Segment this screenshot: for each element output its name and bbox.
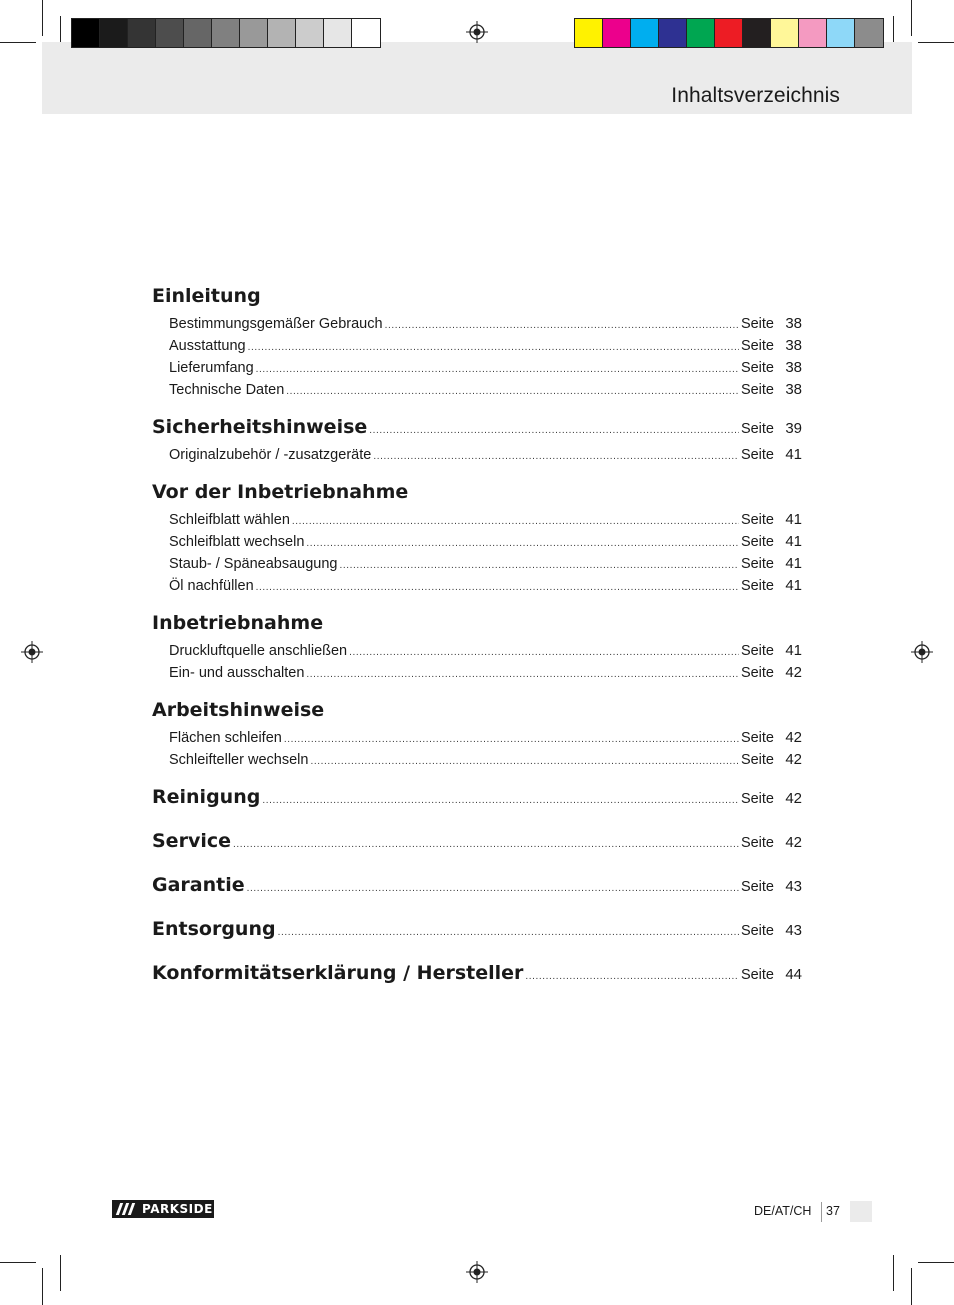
toc-heading-line[interactable] (152, 786, 802, 816)
toc-entry[interactable] (152, 337, 802, 359)
footer-divider (821, 1202, 822, 1222)
color-swatch (100, 19, 128, 47)
color-swatch (771, 19, 799, 47)
color-swatch (156, 19, 184, 47)
dot-leader (306, 669, 739, 680)
toc-page-number: 41 (785, 511, 802, 528)
color-swatch (212, 19, 240, 47)
dot-leader (310, 756, 739, 767)
toc-section (152, 612, 802, 699)
dot-leader (284, 734, 739, 745)
page-word: Seite (740, 643, 774, 659)
page-word: Seite (740, 316, 774, 332)
toc-section (152, 918, 802, 962)
color-swatch (324, 19, 352, 47)
toc-section-heading: Einleitung (152, 285, 261, 307)
toc-entry-label: Originalzubehör / -zusatzgeräte (169, 447, 372, 463)
toc-section-heading: Arbeitshinweise (152, 699, 325, 721)
dot-leader (262, 795, 739, 806)
toc-section-heading: Inbetriebnahme (152, 612, 324, 634)
toc-entry[interactable] (152, 533, 802, 555)
toc-section-heading: Vor der Inbetriebnahme (152, 481, 409, 503)
toc-page-number: 39 (785, 420, 802, 437)
toc-entry[interactable] (152, 577, 802, 599)
toc-section (152, 699, 802, 786)
color-swatch (268, 19, 296, 47)
page-title: Inhaltsverzeichnis (671, 84, 840, 107)
toc-entry-label: Ein- und ausschalten (169, 665, 305, 681)
crop-mark (918, 1262, 954, 1263)
toc-page-number: 42 (785, 729, 802, 746)
color-swatch (575, 19, 603, 47)
page-word: Seite (740, 512, 774, 528)
registration-mark-icon (466, 21, 488, 43)
crop-mark (42, 0, 43, 36)
toc-entry-label: Schleifteller wechseln (169, 752, 309, 768)
dot-leader (525, 971, 739, 982)
toc-entry-label: Öl nachfüllen (169, 578, 254, 594)
table-of-contents (152, 285, 802, 992)
footer-page-number: 37 (826, 1204, 840, 1218)
toc-entry[interactable] (152, 664, 802, 686)
toc-section (152, 874, 802, 918)
dot-leader (369, 425, 739, 436)
toc-section (152, 416, 802, 481)
page-word: Seite (740, 879, 774, 895)
toc-entry[interactable] (152, 446, 802, 468)
color-swatch (855, 19, 883, 47)
color-swatch (827, 19, 855, 47)
color-swatch (799, 19, 827, 47)
dot-leader (256, 582, 739, 593)
crop-mark (918, 42, 954, 43)
page-word: Seite (740, 338, 774, 354)
color-swatch (715, 19, 743, 47)
toc-page-number: 38 (785, 337, 802, 354)
toc-entry-label: Technische Daten (169, 382, 285, 398)
parkside-logo (112, 1200, 214, 1218)
page-word: Seite (740, 534, 774, 550)
toc-entry-label: Staub- / Späneabsaugung (169, 556, 338, 572)
toc-section-heading: Entsorgung (152, 918, 276, 940)
toc-entry-label: Lieferumfang (169, 360, 254, 376)
section-spacer (152, 904, 802, 918)
dot-leader (292, 516, 739, 527)
dot-leader (278, 927, 739, 938)
page-word: Seite (740, 578, 774, 594)
footer-region: DE/AT/CH (754, 1204, 812, 1218)
page-word: Seite (740, 967, 774, 983)
color-swatch (128, 19, 156, 47)
toc-page-number: 42 (785, 751, 802, 768)
toc-entry[interactable] (152, 555, 802, 577)
toc-heading-line[interactable] (152, 699, 802, 729)
dot-leader (256, 364, 739, 375)
page-word: Seite (740, 556, 774, 572)
toc-section-heading: Reinigung (152, 786, 261, 808)
toc-page-number: 42 (785, 664, 802, 681)
crop-mark (911, 0, 912, 36)
page-word: Seite (740, 447, 774, 463)
section-spacer (152, 860, 802, 874)
toc-heading-line[interactable] (152, 416, 802, 446)
toc-page-number: 42 (785, 790, 802, 807)
dot-leader (247, 883, 739, 894)
toc-section (152, 285, 802, 416)
toc-entry[interactable] (152, 359, 802, 381)
toc-heading-line[interactable] (152, 612, 802, 642)
toc-section (152, 830, 802, 874)
toc-entry-label: Druckluftquelle anschließen (169, 643, 348, 659)
toc-heading-line[interactable] (152, 830, 802, 860)
toc-entry-label: Schleifblatt wählen (169, 512, 290, 528)
footer-tab-marker (850, 1201, 872, 1222)
grayscale-color-bar (71, 18, 381, 48)
toc-heading-line[interactable] (152, 874, 802, 904)
toc-heading-line[interactable] (152, 918, 802, 948)
toc-section-heading: Garantie (152, 874, 245, 896)
section-spacer (152, 468, 802, 481)
color-swatch (352, 19, 380, 47)
toc-page-number: 44 (785, 966, 802, 983)
toc-page-number: 41 (785, 446, 802, 463)
toc-entry[interactable] (152, 729, 802, 751)
registration-mark-icon (21, 641, 43, 663)
toc-entry[interactable] (152, 511, 802, 533)
color-swatch (240, 19, 268, 47)
brand-name: PARKSIDE (142, 1202, 213, 1216)
color-swatch (72, 19, 100, 47)
color-swatch (743, 19, 771, 47)
toc-section-heading: Service (152, 830, 231, 852)
toc-page-number: 41 (785, 577, 802, 594)
section-spacer (152, 403, 802, 416)
section-spacer (152, 816, 802, 830)
registration-mark-icon (466, 1261, 488, 1283)
color-swatch (631, 19, 659, 47)
section-spacer (152, 948, 802, 962)
toc-page-number: 42 (785, 834, 802, 851)
toc-entry-label: Ausstattung (169, 338, 246, 354)
page-word: Seite (740, 730, 774, 746)
section-spacer (152, 686, 802, 699)
section-spacer (152, 599, 802, 612)
registration-mark-icon (911, 641, 933, 663)
toc-heading-line[interactable] (152, 962, 802, 992)
page-word: Seite (740, 923, 774, 939)
toc-page-number: 43 (785, 922, 802, 939)
dot-leader (286, 386, 739, 397)
toc-section (152, 962, 802, 992)
crop-mark (0, 42, 36, 43)
toc-section-heading: Sicherheitshinweise (152, 416, 368, 438)
toc-section (152, 481, 802, 612)
toc-page-number: 41 (785, 642, 802, 659)
logo-stripes-icon (118, 1203, 136, 1215)
toc-page-number: 38 (785, 359, 802, 376)
dot-leader (385, 320, 739, 331)
toc-entry-label: Schleifblatt wechseln (169, 534, 305, 550)
dot-leader (340, 560, 739, 571)
page-word: Seite (740, 665, 774, 681)
toc-entry[interactable] (152, 315, 802, 337)
toc-section-heading: Konformitätserklärung / Hersteller (152, 962, 524, 984)
color-swatch (659, 19, 687, 47)
dot-leader (248, 342, 739, 353)
toc-heading-line[interactable] (152, 481, 802, 511)
dot-leader (306, 538, 739, 549)
toc-page-number: 41 (785, 555, 802, 572)
toc-entry[interactable] (152, 751, 802, 773)
toc-entry[interactable] (152, 642, 802, 664)
crop-mark (60, 1255, 61, 1291)
color-swatch (603, 19, 631, 47)
page-word: Seite (740, 382, 774, 398)
page-word: Seite (740, 835, 774, 851)
cmyk-color-bar (574, 18, 884, 48)
toc-page-number: 38 (785, 381, 802, 398)
page-word: Seite (740, 752, 774, 768)
page-word: Seite (740, 791, 774, 807)
toc-page-number: 41 (785, 533, 802, 550)
color-swatch (184, 19, 212, 47)
crop-mark (911, 1268, 912, 1305)
toc-section (152, 786, 802, 830)
crop-mark (42, 1268, 43, 1305)
dot-leader (233, 839, 739, 850)
crop-mark (893, 1255, 894, 1291)
dot-leader (373, 451, 739, 462)
dot-leader (349, 647, 739, 658)
page-word: Seite (740, 360, 774, 376)
toc-page-number: 38 (785, 315, 802, 332)
color-swatch (296, 19, 324, 47)
crop-mark (0, 1262, 36, 1263)
toc-page-number: 43 (785, 878, 802, 895)
color-swatch (687, 19, 715, 47)
toc-entry-label: Bestimmungsgemäßer Gebrauch (169, 316, 383, 332)
toc-entry-label: Flächen schleifen (169, 730, 282, 746)
toc-entry[interactable] (152, 381, 802, 403)
toc-heading-line[interactable] (152, 285, 802, 315)
section-spacer (152, 773, 802, 786)
page-word: Seite (740, 421, 774, 437)
